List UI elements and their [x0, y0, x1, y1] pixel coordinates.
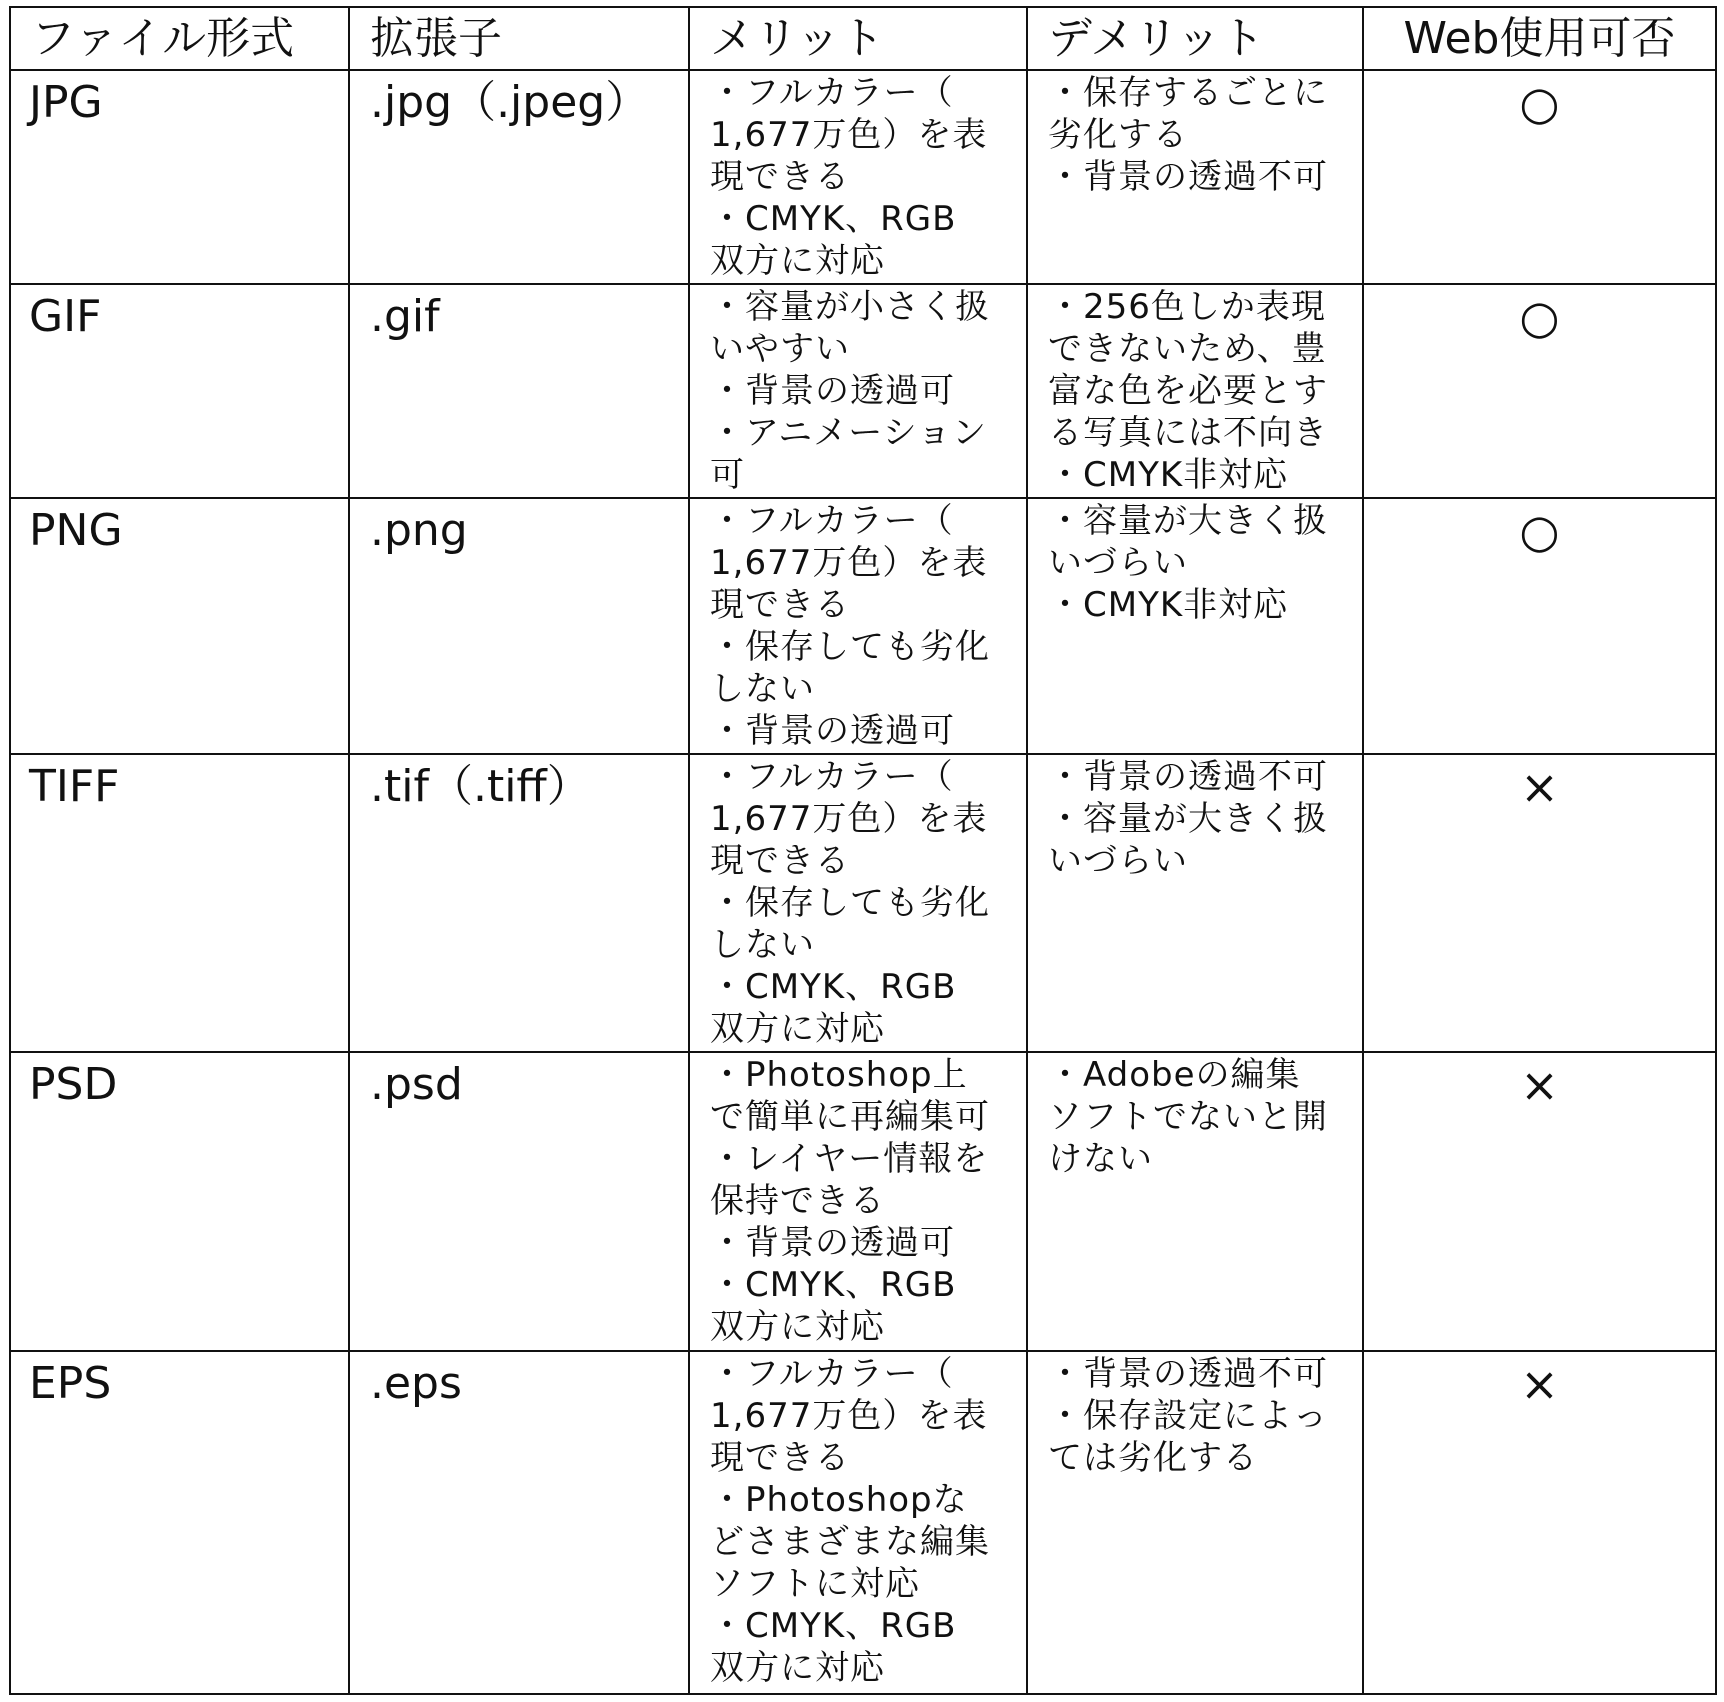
cell-merit — [689, 498, 1027, 754]
cell-ext — [349, 498, 689, 754]
format-name: PSD — [29, 1059, 118, 1110]
web-usable-mark: ○ — [1519, 290, 1560, 344]
cell-web — [1363, 1052, 1716, 1351]
merit-text: ・フルカラー（ 1,677万色）を表 現できる ・保存しても劣化 しない ・背景の透過可 — [710, 501, 990, 751]
extension-text: .eps — [370, 1358, 462, 1409]
web-usable-mark: × — [1520, 1357, 1559, 1411]
cell-web — [1363, 498, 1716, 754]
header-web-label: Web使用可否 — [1403, 13, 1676, 64]
file-format-table-container — [9, 6, 1717, 1695]
table-row-tiff — [10, 754, 1716, 1052]
cell-ext — [349, 284, 689, 498]
extension-text: .gif — [370, 291, 440, 342]
extension-text: .tif（.tiff） — [370, 761, 591, 812]
cell-demerit — [1027, 498, 1363, 754]
cell-merit — [689, 754, 1027, 1052]
cell-merit — [689, 284, 1027, 498]
demerit-text: ・256色しか表現 できないため、豊 富な色を必要とす る写真には不向き ・CMYK非対応 — [1048, 287, 1328, 495]
web-usable-mark: ○ — [1519, 504, 1560, 558]
cell-format — [10, 1351, 349, 1694]
demerit-text: ・容量が大きく扱 いづらい ・CMYK非対応 — [1048, 501, 1328, 625]
cell-format — [10, 284, 349, 498]
header-ext-label: 拡張子 — [370, 13, 502, 64]
demerit-text: ・背景の透過不可 ・容量が大きく扱 いづらい — [1048, 757, 1328, 881]
format-name: TIFF — [29, 761, 120, 812]
header-cell-merit — [689, 7, 1027, 70]
table-row-png — [10, 498, 1716, 754]
cell-ext — [349, 70, 689, 284]
cell-merit — [689, 1351, 1027, 1694]
cell-format — [10, 498, 349, 754]
merit-text: ・容量が小さく扱 いやすい ・背景の透過可 ・アニメーション 可 — [710, 287, 990, 495]
header-merit-label: メリット — [710, 13, 885, 64]
demerit-text: ・背景の透過不可 ・保存設定によっ ては劣化する — [1048, 1354, 1328, 1478]
header-cell-demerit — [1027, 7, 1363, 70]
format-name: EPS — [29, 1358, 112, 1409]
header-cell-format — [10, 7, 349, 70]
cell-demerit — [1027, 1052, 1363, 1351]
extension-text: .png — [370, 505, 468, 556]
cell-format — [10, 70, 349, 284]
cell-web — [1363, 284, 1716, 498]
cell-web — [1363, 1351, 1716, 1694]
cell-demerit — [1027, 754, 1363, 1052]
table-row-gif — [10, 284, 1716, 498]
demerit-text: ・保存するごとに 劣化する ・背景の透過不可 — [1048, 73, 1328, 197]
demerit-text: ・Adobeの編集 ソフトでないと開 けない — [1048, 1055, 1328, 1179]
cell-format — [10, 1052, 349, 1351]
web-usable-mark: × — [1520, 1058, 1559, 1112]
cell-merit — [689, 1052, 1027, 1351]
header-cell-web — [1363, 7, 1716, 70]
merit-text: ・フルカラー（ 1,677万色）を表 現できる ・保存しても劣化 しない ・CMYK、RGB 双方に対応 — [710, 757, 990, 1049]
cell-ext — [349, 1351, 689, 1694]
cell-ext — [349, 754, 689, 1052]
cell-web — [1363, 754, 1716, 1052]
cell-merit — [689, 70, 1027, 284]
header-format-label: ファイル形式 — [31, 13, 295, 64]
extension-text: .psd — [370, 1059, 463, 1110]
web-usable-mark: ○ — [1519, 76, 1560, 130]
table-row-eps — [10, 1351, 1716, 1694]
format-name: JPG — [29, 77, 103, 128]
table-header-row — [10, 7, 1716, 70]
file-format-table — [9, 6, 1717, 1695]
cell-demerit — [1027, 1351, 1363, 1694]
format-name: PNG — [29, 505, 123, 556]
header-demerit-label: デメリット — [1048, 13, 1265, 64]
header-cell-ext — [349, 7, 689, 70]
web-usable-mark: × — [1520, 760, 1559, 814]
cell-demerit — [1027, 70, 1363, 284]
merit-text: ・Photoshop上 で簡単に再編集可 ・レイヤー情報を 保持できる ・背景の透過可 ・CMYK、RGB 双方に対応 — [710, 1055, 990, 1347]
table-row-psd — [10, 1052, 1716, 1351]
cell-web — [1363, 70, 1716, 284]
merit-text: ・フルカラー（ 1,677万色）を表 現できる ・CMYK、RGB 双方に対応 — [710, 73, 988, 281]
table-row-jpg — [10, 70, 1716, 284]
cell-format — [10, 754, 349, 1052]
extension-text: .jpg（.jpeg） — [370, 77, 650, 128]
cell-ext — [349, 1052, 689, 1351]
cell-demerit — [1027, 284, 1363, 498]
format-name: GIF — [29, 291, 102, 342]
merit-text: ・フルカラー（ 1,677万色）を表 現できる ・Photoshopな どさまざまな編集 ソフトに対応 ・CMYK、RGB 双方に対応 — [710, 1354, 990, 1688]
